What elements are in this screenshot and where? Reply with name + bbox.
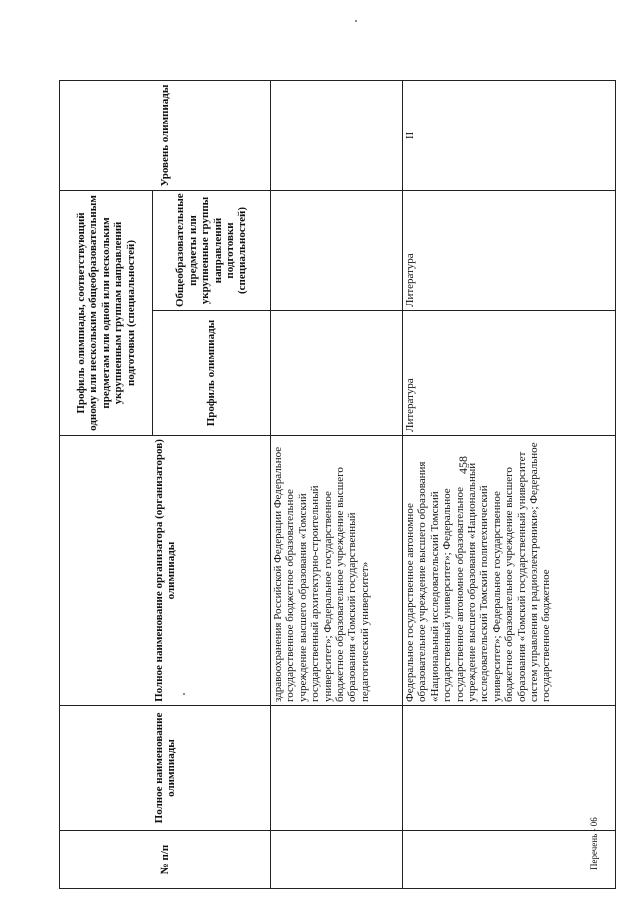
header-olympiad-name: Полное наименование олимпиады (60, 706, 271, 831)
header-profile-group: Профиль олимпиады, соответствующий одному или нескольким общеобразовательным предметам или одной или нескольким укрупненным группам направлений подготовки (специальностей) (60, 191, 153, 436)
table-row (271, 81, 403, 889)
header-level: Уровень олимпиады (60, 81, 271, 191)
cell-olympiad-name (271, 706, 403, 831)
cell-level (271, 81, 403, 191)
page-number: 458 (456, 456, 470, 474)
table-row (403, 81, 616, 889)
cell-number (271, 831, 403, 889)
header-number: № п/п (60, 831, 271, 889)
cell-profile: Литература (403, 311, 616, 436)
rotated-table-container (59, 81, 609, 889)
olympiad-table (59, 80, 616, 889)
scan-speck (355, 20, 357, 22)
header-organizer: Полное наименование организатора (организаторов) олимпиады (60, 436, 271, 706)
cell-subjects: Литература (403, 191, 616, 311)
header-subjects: Общеобразовательные предметы или укрупненные группы направлений подготовки (специальностей) (153, 191, 271, 311)
cell-olympiad-name (403, 706, 616, 831)
cell-profile (271, 311, 403, 436)
cell-organizer: Федеральное государственное автономное образовательное учреждение высшего образования «Национальный исследовательский Томский государственный университет»; Федеральное государственное автономное образовательное учреждение высшего образования «Национальный исследовательский Томский политехнический университет»; Федеральное государственное бюджетное образовательное учреждение высшего образования «Томский государственный университет систем управления и радиоэлектроники»; Федеральное государственное бюджетное (403, 436, 616, 706)
footer-note: Перечень - 06 (589, 817, 599, 870)
header-profile: Профиль олимпиады (153, 311, 271, 436)
cell-number (403, 831, 616, 889)
cell-organizer: здравоохранения Российской Федерации Федеральное государственное бюджетное образовательное учреждение высшего образования «Томский государственный архитектурно-строительный университет»; Федеральное государственное бюджетное образовательное учреждение высшего образования «Томский государственный педагогический университет» (271, 436, 403, 706)
cell-level: II (403, 81, 616, 191)
cell-subjects (271, 191, 403, 311)
